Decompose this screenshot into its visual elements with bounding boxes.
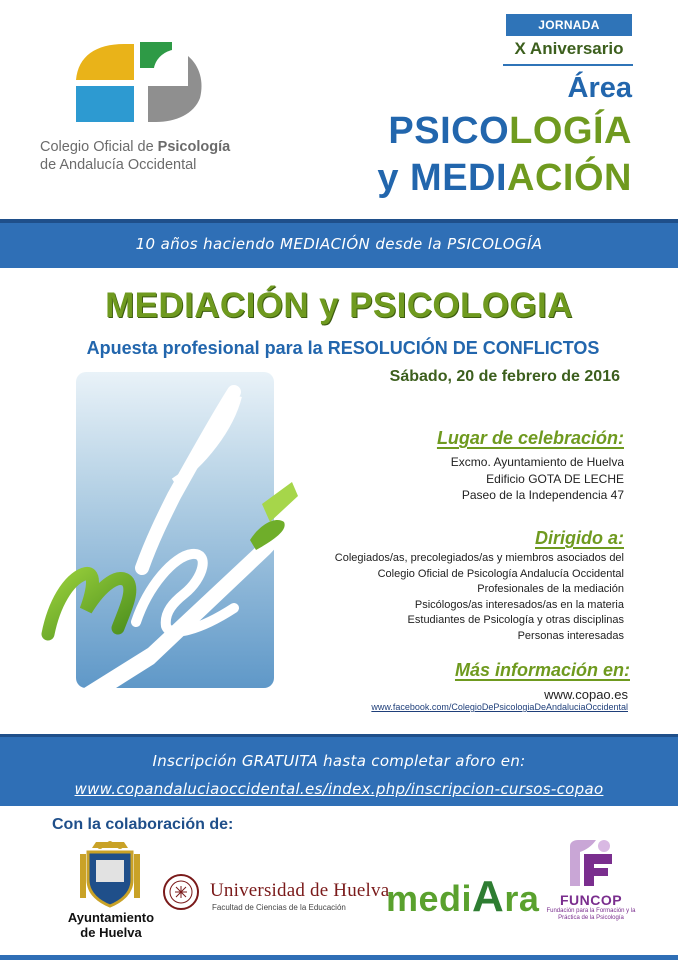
lugar-line: Edificio GOTA DE LECHE <box>486 471 624 486</box>
audience-item: Estudiantes de Psicología y otras disciplinas <box>407 614 624 626</box>
bottom-border <box>0 955 678 960</box>
lugar-details <box>451 454 624 504</box>
anniversary-label: X Aniversario <box>514 39 624 58</box>
university-faculty: Facultad de Ciencias de la Educación <box>212 903 346 912</box>
audience-item: Psicólogos/as interesados/as en la materia <box>414 598 624 611</box>
mediara-logo: mediAra <box>386 872 540 921</box>
lugar-line: Paseo de la Independencia 47 <box>461 488 624 502</box>
funcop-name: FUNCOP <box>559 892 623 908</box>
copao-logo-mark <box>76 42 206 124</box>
divider <box>503 64 633 66</box>
event-date: Sábado, 20 de febrero de 2016 <box>389 368 620 385</box>
registration-text: Inscripción GRATUITA hasta completar aforo en: <box>152 752 526 770</box>
collaboration-heading: Con la colaboración de: <box>52 816 234 833</box>
more-info-links <box>371 687 628 712</box>
registration-link[interactable]: www.copandaluciaoccidental.es/index.php/inscripcion-cursos-copao <box>74 780 604 798</box>
event-title: MEDIACIÓN y PSICOLOGIA <box>105 286 573 325</box>
lugar-heading: Lugar de celebración: <box>436 428 624 448</box>
tagline: 10 años haciendo MEDIACIÓN desde la PSICOLOGÍA <box>135 235 543 253</box>
audience-item: Colegio Oficial de Psicología Andalucía Occidental <box>377 567 624 580</box>
university-name: Universidad de Huelva <box>210 880 390 901</box>
university-seal-icon <box>162 873 200 911</box>
jornada-badge: JORNADA <box>506 14 632 36</box>
ayuntamiento-crest-icon <box>60 840 160 910</box>
event-subtitle: Apuesta profesional para la RESOLUCIÓN DE CONFLICTOS <box>86 338 600 358</box>
organization-name: Colegio Oficial de Psicología de Andalucía Occidental <box>40 139 231 173</box>
area-label: Área <box>567 72 632 104</box>
dirigido-list <box>335 551 624 644</box>
more-info-heading: Más información en: <box>454 660 630 680</box>
funcop-subtitle: Fundación para la Formación y la Práctica de la Psicología <box>546 908 636 921</box>
audience-item: Personas interesadas <box>517 629 624 642</box>
lugar-line: Excmo. Ayuntamiento de Huelva <box>450 455 624 469</box>
area-psicologia: PSICOLOGÍA <box>388 110 632 152</box>
area-mediacion: y MEDIACIÓN <box>377 157 632 199</box>
dirigido-heading: Dirigido a: <box>535 528 624 548</box>
funcop-logo-icon <box>566 838 616 888</box>
facebook-link[interactable]: www.facebook.com/ColegioDePsicologiaDeAndaluciaOccidental <box>371 702 628 712</box>
website-link[interactable]: www.copao.es <box>544 687 628 702</box>
mediation-artwork <box>24 372 314 688</box>
audience-item: Profesionales de la mediación <box>477 583 624 595</box>
ayuntamiento-name: Ayuntamiento de Huelva <box>67 910 155 940</box>
audience-item: Colegiados/as, precolegiados/as y miembros asociados del <box>334 552 624 564</box>
